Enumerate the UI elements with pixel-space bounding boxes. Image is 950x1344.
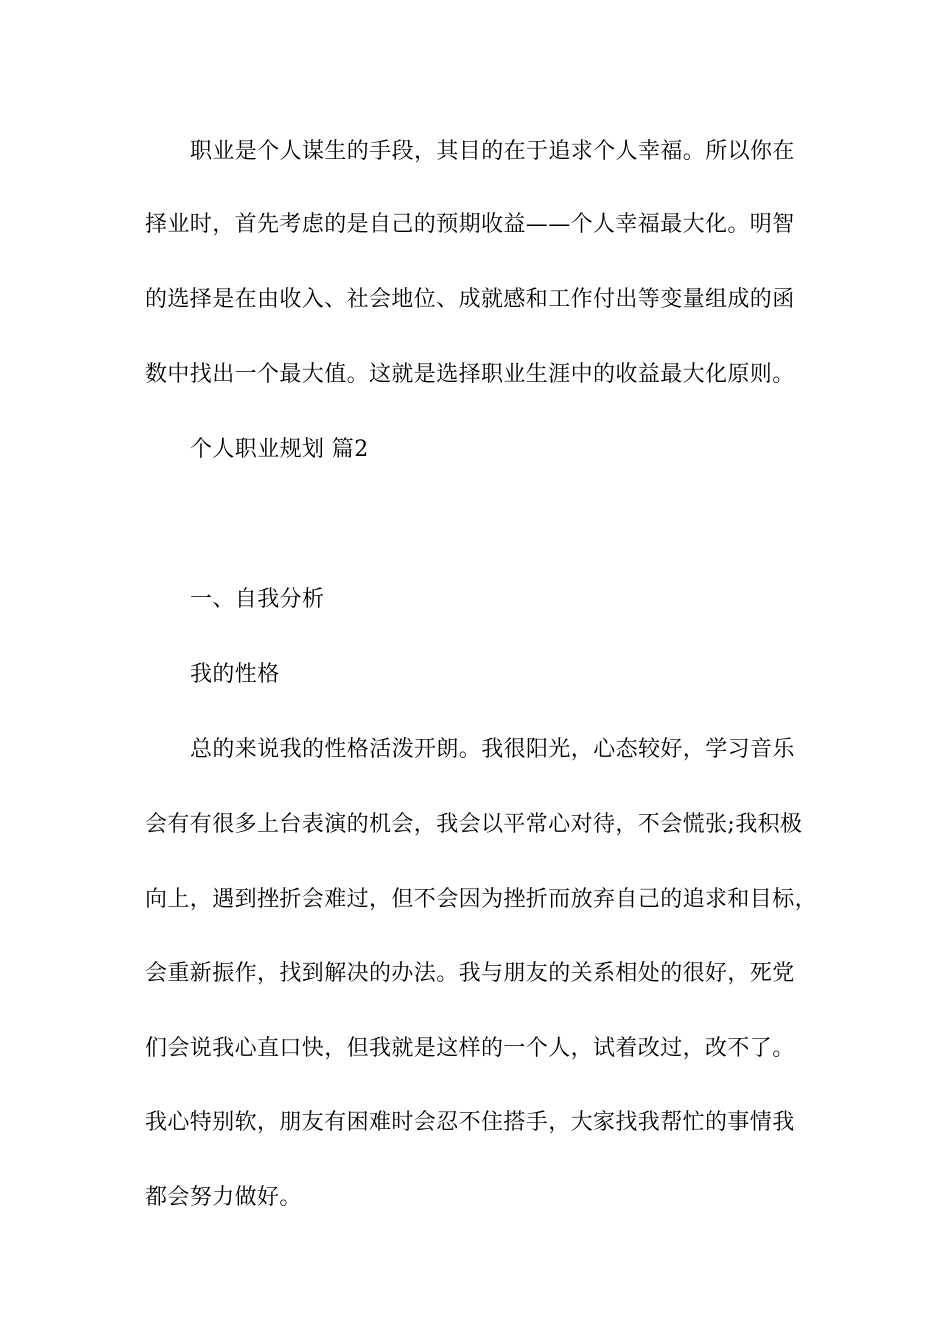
paragraph-line: 们会说我心直口快，但我就是这样的一个人，试着改过，改不了。 bbox=[145, 1036, 795, 1061]
article-heading: 个人职业规划 篇2 bbox=[190, 437, 369, 462]
paragraph-line: 择业时，首先考虑的是自己的预期收益——个人幸福最大化。明智 bbox=[145, 212, 795, 237]
section-heading: 一、自我分析 bbox=[190, 587, 325, 612]
paragraph-line: 职业是个人谋生的手段，其目的在于追求个人幸福。所以你在 bbox=[190, 139, 795, 164]
subsection-heading: 我的性格 bbox=[190, 662, 280, 687]
paragraph-line: 总的来说我的性格活泼开朗。我很阳光，心态较好，学习音乐 bbox=[190, 737, 795, 762]
paragraph-line: 会重新振作，找到解决的办法。我与朋友的关系相处的很好，死党 bbox=[145, 961, 795, 986]
paragraph-line: 会有有很多上台表演的机会，我会以平常心对待，不会慌张;我积极 bbox=[145, 812, 803, 837]
paragraph-line: 都会努力做好。 bbox=[145, 1185, 302, 1210]
paragraph-line: 的选择是在由收入、社会地位、成就感和工作付出等变量组成的函 bbox=[145, 287, 795, 312]
paragraph-line: 数中找出一个最大值。这就是选择职业生涯中的收益最大化原则。 bbox=[145, 362, 795, 387]
paragraph-line: 向上，遇到挫折会难过，但不会因为挫折而放弃自己的追求和目标， bbox=[145, 887, 818, 912]
paragraph-line: 我心特别软，朋友有困难时会忍不住搭手，大家找我帮忙的事情我 bbox=[145, 1110, 795, 1135]
